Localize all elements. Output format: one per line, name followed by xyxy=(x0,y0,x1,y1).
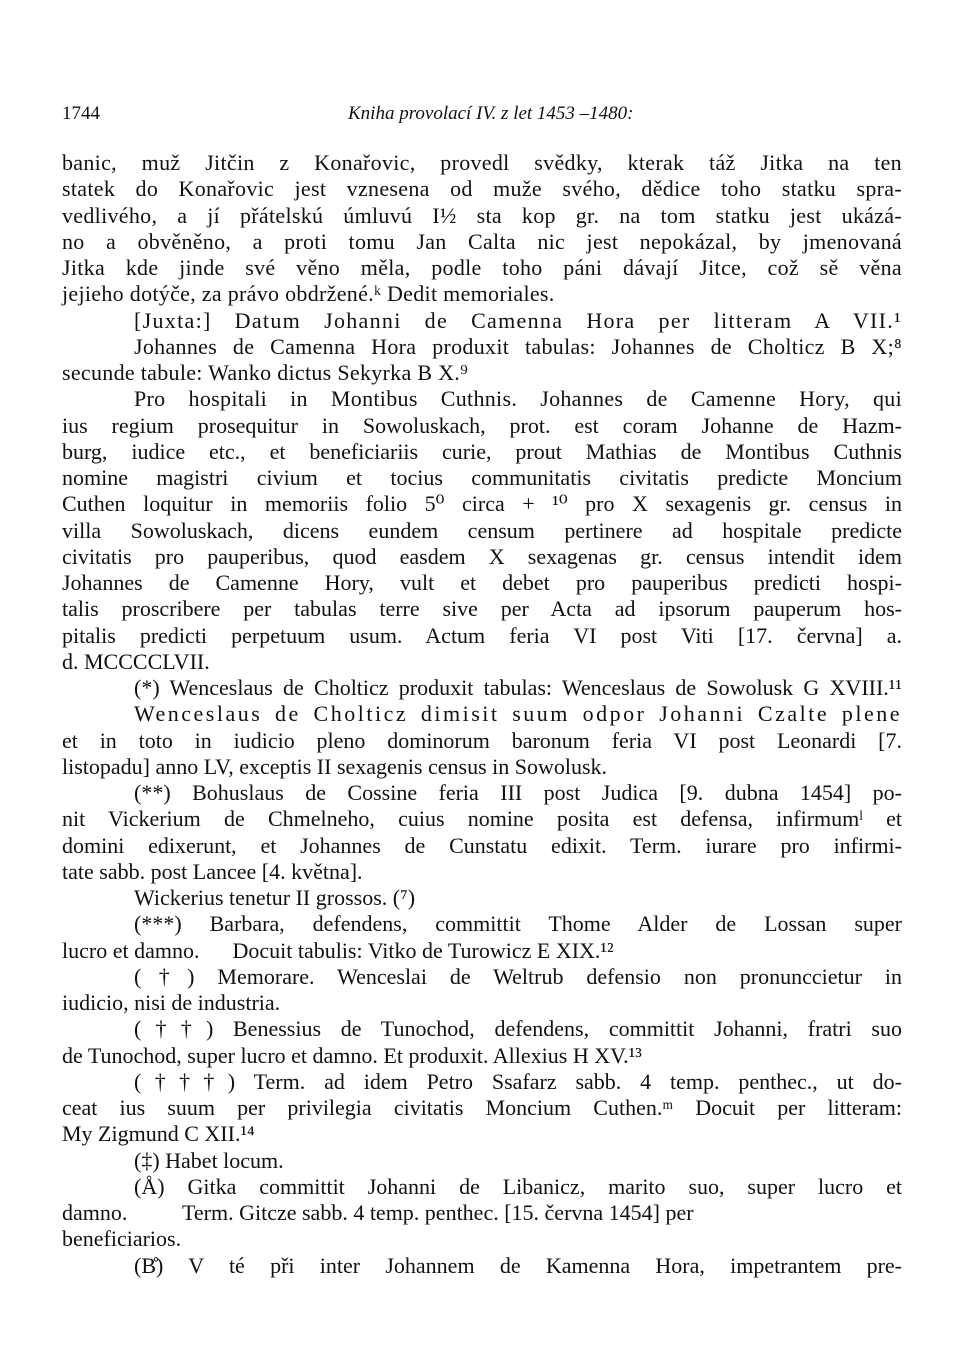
text-line: no a obvěněno, a proti tomu Jan Calta nic jest nepokázal, by jmenovaná xyxy=(62,228,902,254)
text-line: beneficiarios. xyxy=(62,1226,182,1252)
text-line: (***) Barbara, defendens, committit Thome Alder de Lossan super xyxy=(134,911,902,937)
text-line: statek do Konařovic jest vznesena od muže svého, dědice toho statku spra- xyxy=(62,176,902,202)
text-line: Wenceslaus de Cholticz dimisit suum odpor Johanni Czalte plene xyxy=(134,701,902,727)
body-text xyxy=(62,150,902,1279)
text-line: Johannes de Camenne Hory, vult et debet pro pauperibus predicti hospi- xyxy=(62,570,902,595)
text-line: domini edixerunt, et Johannes de Cunstatu edixit. Term. iurare pro infirmi- xyxy=(62,832,902,858)
text-line: (††) Benessius de Tunochod, defendens, committit Johanni, fratri suo xyxy=(134,1016,902,1042)
text-line: de Tunochod, super lucro et damno. Et produxit. Allexius H XV.¹³ xyxy=(62,1042,642,1068)
text-line: (Å) Gitka committit Johanni de Libanicz, marito suo, super lucro et xyxy=(134,1173,902,1199)
text-line: Johannes de Camenna Hora produxit tabulas: Johannes de Cholticz B X;⁸ xyxy=(134,333,902,359)
text-line: Cuthen loquitur in memoriis folio 5⁰ circa + ¹⁰ pro X sexagenis gr. census in xyxy=(62,491,902,517)
text-line: (‡) Habet locum. xyxy=(134,1147,284,1173)
text-line: d. MCCCCLVII. xyxy=(62,648,210,674)
text-line: ius regium prosequitur in Sowoluskach, prot. est coram Johanne de Hazm- xyxy=(62,412,902,438)
text-line: iudicio, nisi de industria. xyxy=(62,990,281,1015)
text-line: villa Sowoluskach, dicens eundem censum pertinere ad hospitale predicte xyxy=(62,517,902,543)
text-line: vedlivého, a jí přátelskú úmluvú I½ sta kop gr. na tom statku jest ukázá- xyxy=(62,202,902,228)
text-line: Jitka kde jinde své věno měla, podle toho páni dávají Jitce, což sě věna xyxy=(62,255,902,280)
page-number: 1744 xyxy=(62,103,100,124)
text-line: et in toto in iudicio pleno dominorum baronum feria VI post Leonardi [7. xyxy=(62,727,902,753)
running-title: Kniha provolací IV. z let 1453 –1480: xyxy=(348,103,634,124)
text-line: ceat ius suum per privilegia civitatis Moncium Cuthen.ᵐ Docuit per litteram: xyxy=(62,1095,902,1120)
text-line: damno. Term. Gitcze sabb. 4 temp. penthec. [15. června 1454] per xyxy=(62,1200,694,1225)
text-line: burg, iudice etc., et beneficiariis curie, prout Mathias de Montibus Cuthnis xyxy=(62,438,902,464)
text-line: (†) Memorare. Wenceslai de Weltrub defensio non pronunccietur in xyxy=(134,963,902,989)
text-line: civitatis pro pauperibus, quod easdem X sexagenas gr. census intendit idem xyxy=(62,543,902,569)
text-line: banic, muž Jitčin z Konařovic, provedl svědky, kterak táž Jitka na ten xyxy=(62,150,902,175)
text-line: listopadu] anno LV, exceptis II sexagenis census in Sowolusk. xyxy=(62,753,608,779)
text-line: (†††) Term. ad idem Petro Ssafarz sabb. 4 temp. penthec., ut do- xyxy=(134,1068,902,1094)
text-line: (**) Bohuslaus de Cossine feria III post Judica [9. dubna 1454] po- xyxy=(134,780,902,805)
text-line: tate sabb. post Lancee [4. května]. xyxy=(62,858,363,884)
text-line: Pro hospitali in Montibus Cuthnis. Johannes de Camenne Hory, qui xyxy=(134,386,902,412)
text-line: [Juxta:] Datum Johanni de Camenna Hora per litteram A VII.¹ xyxy=(134,307,902,333)
text-line: pitalis predicti perpetuum usum. Actum feria VI post Viti [17. června] a. xyxy=(62,622,902,648)
text-line: (*) Wenceslaus de Cholticz produxit tabulas: Wenceslaus de Sowolusk G XVIII.¹¹ xyxy=(134,675,902,700)
text-line: lucro et damno. Docuit tabulis: Vitko de Turowicz E XIX.¹² xyxy=(62,937,614,963)
page-header xyxy=(62,103,902,133)
text-line: nit Vickerium de Chmelneho, cuius nomine posita est defensa, infirmumˡ et xyxy=(62,806,902,832)
text-line: secunde tabule: Wanko dictus Sekyrka B X.⁹ xyxy=(62,360,469,385)
text-line: talis proscribere per tabulas terre sive per Acta ad ipsorum pauperum hos- xyxy=(62,596,902,622)
text-line: (B̊) V té při inter Johannem de Kamenna Hora, impetrantem pre- xyxy=(134,1252,902,1278)
text-line: My Zigmund C XII.¹⁴ xyxy=(62,1121,255,1147)
text-line: Wickerius tenetur II grossos. (⁷) xyxy=(134,885,416,910)
text-line: jejieho dotýče, za právo obdržené.ᵏ Dedit memoriales. xyxy=(62,281,555,307)
text-line: nomine magistri civium et tocius communitatis civitatis predicte Moncium xyxy=(62,465,902,490)
